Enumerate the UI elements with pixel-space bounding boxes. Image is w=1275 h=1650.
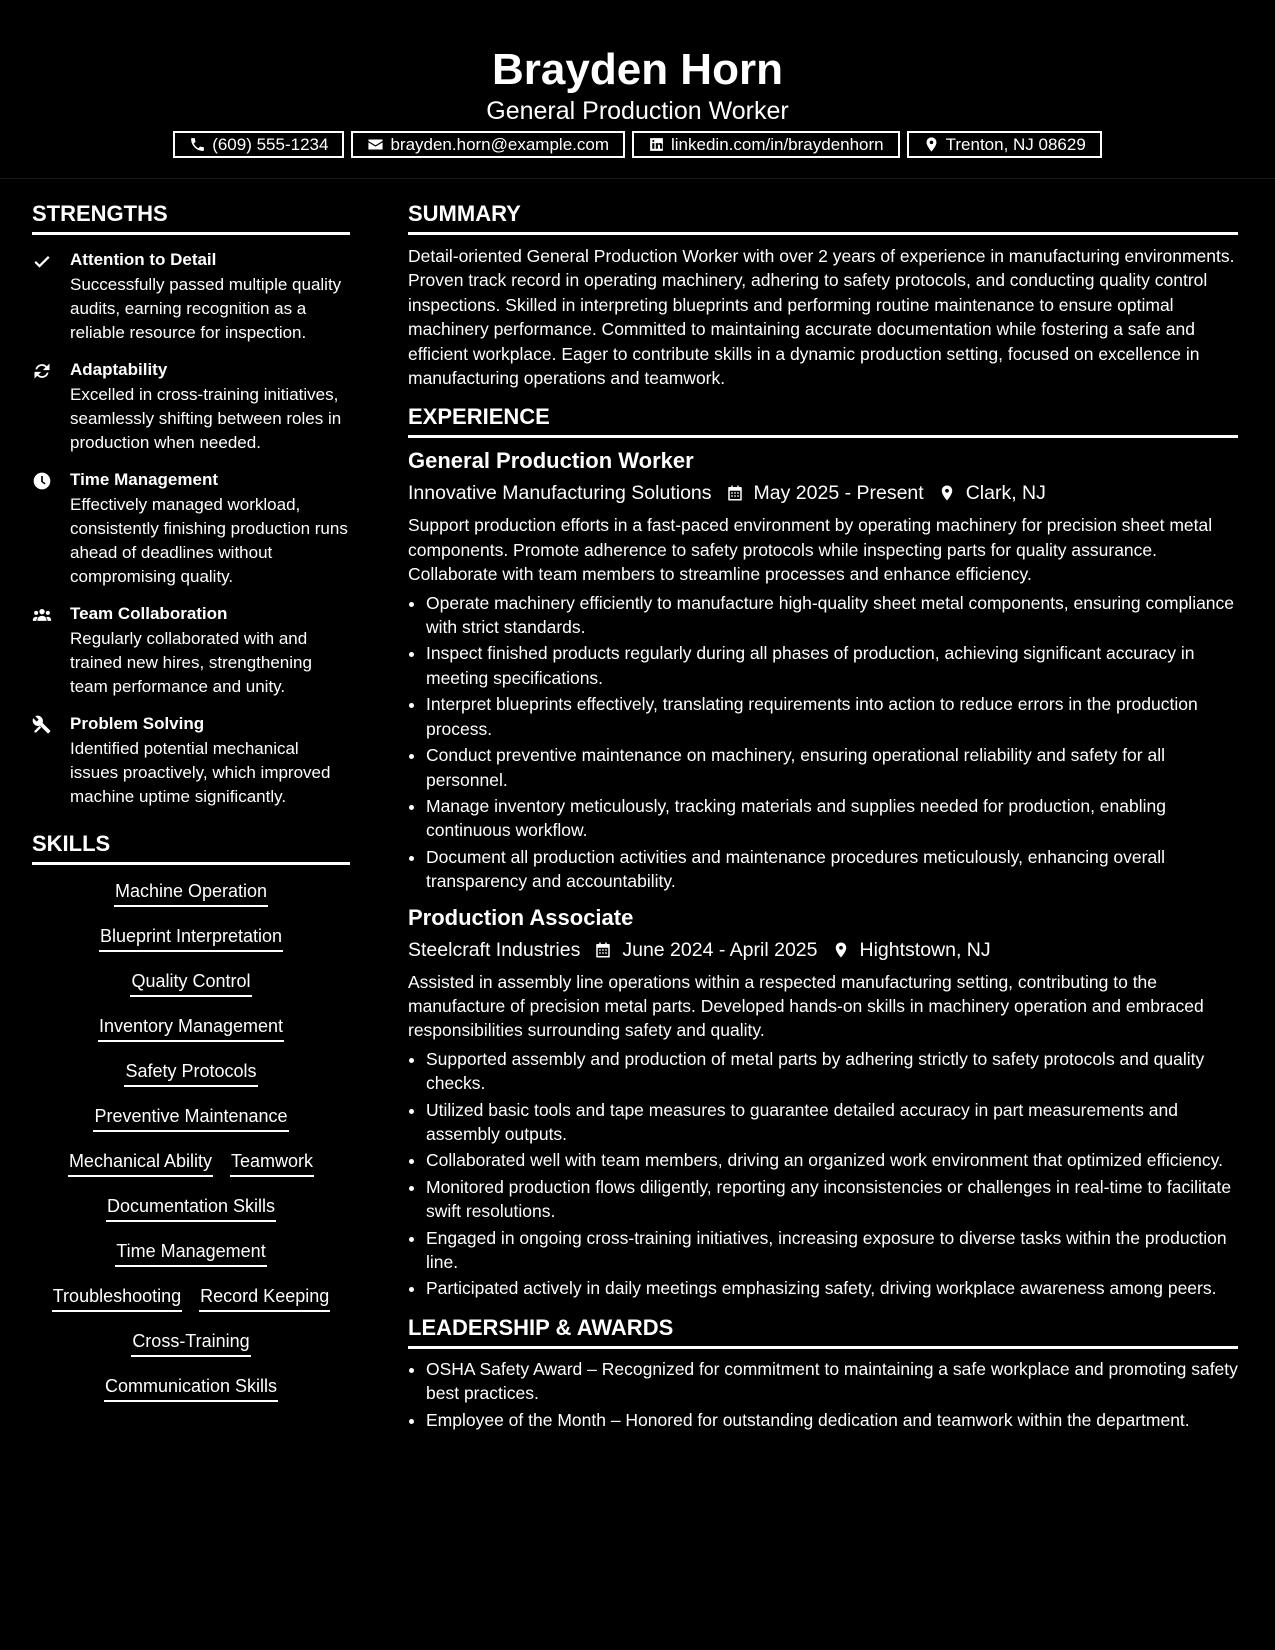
skill-tag: Quality Control — [130, 969, 251, 997]
job-description: Assisted in assembly line operations within a respected manufacturing setting, contributing to the manufacture of precision metal parts. Developed hands-on skills in machinery operation and embraced responsibilities surrounding safety and quality. — [408, 971, 1204, 1041]
strength-item — [32, 603, 350, 699]
bullet-item: • Engaged in ongoing cross-training initiatives, increasing exposure to diverse tasks within the production line. — [426, 1226, 1238, 1275]
job-entry — [408, 904, 1238, 1301]
linkedin-text: linkedin.com/in/braydenhorn — [671, 134, 884, 154]
refresh-icon — [32, 361, 52, 381]
bullet-item: • Monitored production flows diligently, reporting any inconsistencies or challenges in real-time to facilitate swift resolutions. — [426, 1175, 1238, 1224]
job-location: Clark, NJ — [965, 482, 1046, 505]
left-column — [32, 179, 350, 1434]
job-title: General Production Worker — [408, 448, 694, 474]
bullet-item: • Supported assembly and production of metal parts by adhering strictly to safety protocols and quality checks. — [426, 1047, 1238, 1096]
bullet-item: • Conduct preventive maintenance on machinery, ensuring operational reliability and safety for all personnel. — [426, 743, 1238, 792]
job-meta — [408, 480, 1238, 506]
calendar-icon — [726, 484, 744, 502]
awards-list — [408, 1357, 1238, 1432]
strength-title: Time Management — [70, 470, 219, 489]
summary-heading: SUMMARY — [408, 201, 1238, 235]
candidate-title: General Production Worker — [486, 97, 789, 125]
right-column — [408, 179, 1238, 1434]
check-icon — [32, 251, 52, 271]
skill-tag: Cross-Training — [131, 1329, 250, 1357]
email-chip[interactable] — [351, 131, 625, 158]
clock-icon — [32, 471, 52, 491]
job-entry — [408, 447, 1238, 893]
bullet-item: • Manage inventory meticulously, tracking materials and supplies needed for production, enabling continuous workflow. — [426, 794, 1238, 843]
location-text: Trenton, NJ 08629 — [945, 134, 1086, 154]
job-dates: May 2025 - Present — [753, 482, 924, 505]
skill-tag: Preventive Maintenance — [93, 1104, 288, 1132]
phone-chip[interactable] — [173, 131, 344, 158]
skill-tag: Machine Operation — [114, 879, 268, 907]
skills-list — [32, 879, 350, 1419]
calendar-icon — [594, 941, 612, 959]
experience-heading: EXPERIENCE — [408, 404, 1238, 438]
bullet-item: • Utilized basic tools and tape measures to guarantee detailed accuracy in part measurements and assembly outputs. — [426, 1098, 1238, 1147]
skill-tag: Teamwork — [230, 1149, 314, 1177]
summary-text: Detail-oriented General Production Worker with over 2 years of experience in manufacturing environments. Proven track record in operating machinery, adhering to safety protocols, and conducting quality control inspections. Skilled in interpreting blueprints and performing routine maintenance to ensure optimal machinery performance. Committed to maintaining accurate documentation while fostering a safe and efficient workplace. Eager to contribute skills in a dynamic production setting, focused on excellence in manufacturing operations and teamwork. — [408, 246, 1235, 389]
strength-item — [32, 359, 350, 455]
job-description: Support production efforts in a fast-paced environment by operating machinery for precision sheet metal components. Promote adherence to safety protocols while inspecting parts for quality assurance. Collaborate with team members to streamline processes and enhance efficiency. — [408, 515, 1213, 585]
bullet-item: • Participated actively in daily meetings emphasizing safety, driving workplace awareness among peers. — [426, 1276, 1238, 1300]
envelope-icon — [367, 136, 384, 153]
linkedin-icon — [648, 136, 665, 153]
job-bullets — [408, 1047, 1238, 1301]
candidate-name: Brayden Horn — [492, 45, 783, 94]
phone-icon — [189, 136, 206, 153]
contact-bar — [0, 131, 1275, 158]
strength-desc: Successfully passed multiple quality audits, earning recognition as a reliable resource for inspection. — [70, 275, 342, 342]
skill-tag: Inventory Management — [98, 1014, 284, 1042]
skill-tag: Documentation Skills — [106, 1194, 276, 1222]
users-icon — [32, 605, 52, 625]
skill-tag: Time Management — [115, 1239, 266, 1267]
skill-tag: Mechanical Ability — [68, 1149, 213, 1177]
bullet-item: • Operate machinery efficiently to manufacture high-quality sheet metal components, ensuring compliance with strict standards. — [426, 591, 1238, 640]
strength-title: Attention to Detail — [70, 250, 217, 269]
strength-desc: Effectively managed workload, consistently finishing production runs ahead of deadlines without compromising quality. — [70, 495, 348, 586]
strength-item — [32, 469, 350, 589]
bullet-item: • Interpret blueprints effectively, translating requirements into action to reduce errors in the production process. — [426, 692, 1238, 741]
map-pin-icon — [938, 484, 956, 502]
location-chip[interactable] — [907, 131, 1102, 158]
bullet-item: • Collaborated well with team members, driving an organized work environment that optimized efficiency. — [426, 1148, 1238, 1172]
strength-desc: Regularly collaborated with and trained new hires, strengthening team performance and unity. — [70, 629, 312, 696]
award-item: • Employee of the Month – Honored for outstanding dedication and teamwork within the department. — [426, 1408, 1238, 1432]
job-bullets — [408, 591, 1238, 894]
skill-tag: Safety Protocols — [124, 1059, 257, 1087]
phone-text: (609) 555-1234 — [212, 134, 329, 154]
bullet-item: • Inspect finished products regularly during all phases of production, achieving significant accuracy in meeting specifications. — [426, 641, 1238, 690]
strength-title: Problem Solving — [70, 714, 205, 733]
resume-header — [0, 0, 1275, 179]
skill-tag: Record Keeping — [199, 1284, 330, 1312]
email-text: brayden.horn@example.com — [390, 134, 609, 154]
job-company: Steelcraft Industries — [408, 938, 581, 961]
bullet-item: • Document all production activities and maintenance procedures meticulously, enhancing overall transparency and accountability. — [426, 845, 1238, 894]
job-meta — [408, 937, 1238, 963]
strength-desc: Identified potential mechanical issues proactively, which improved machine uptime significantly. — [70, 739, 331, 806]
skill-tag: Blueprint Interpretation — [99, 924, 283, 952]
strengths-heading: STRENGTHS — [32, 201, 350, 235]
map-pin-icon — [923, 136, 940, 153]
award-item: • OSHA Safety Award – Recognized for commitment to maintaining a safe workplace and promoting safety best practices. — [426, 1357, 1238, 1406]
skill-tag: Troubleshooting — [52, 1284, 182, 1312]
strength-title: Team Collaboration — [70, 604, 228, 623]
job-dates: June 2024 - April 2025 — [622, 938, 818, 961]
job-company: Innovative Manufacturing Solutions — [408, 482, 712, 505]
skill-tag: Communication Skills — [104, 1374, 278, 1402]
strength-title: Adaptability — [70, 360, 168, 379]
linkedin-chip[interactable] — [632, 131, 900, 158]
skills-heading: SKILLS — [32, 831, 350, 865]
tools-icon — [32, 715, 52, 735]
job-location: Hightstown, NJ — [859, 938, 991, 961]
map-pin-icon — [832, 941, 850, 959]
awards-heading: LEADERSHIP & AWARDS — [408, 1315, 1238, 1349]
job-title: Production Associate — [408, 904, 634, 930]
strength-desc: Excelled in cross-training initiatives, seamlessly shifting between roles in production when needed. — [70, 385, 342, 452]
strength-item — [32, 249, 350, 345]
strength-item — [32, 713, 350, 809]
